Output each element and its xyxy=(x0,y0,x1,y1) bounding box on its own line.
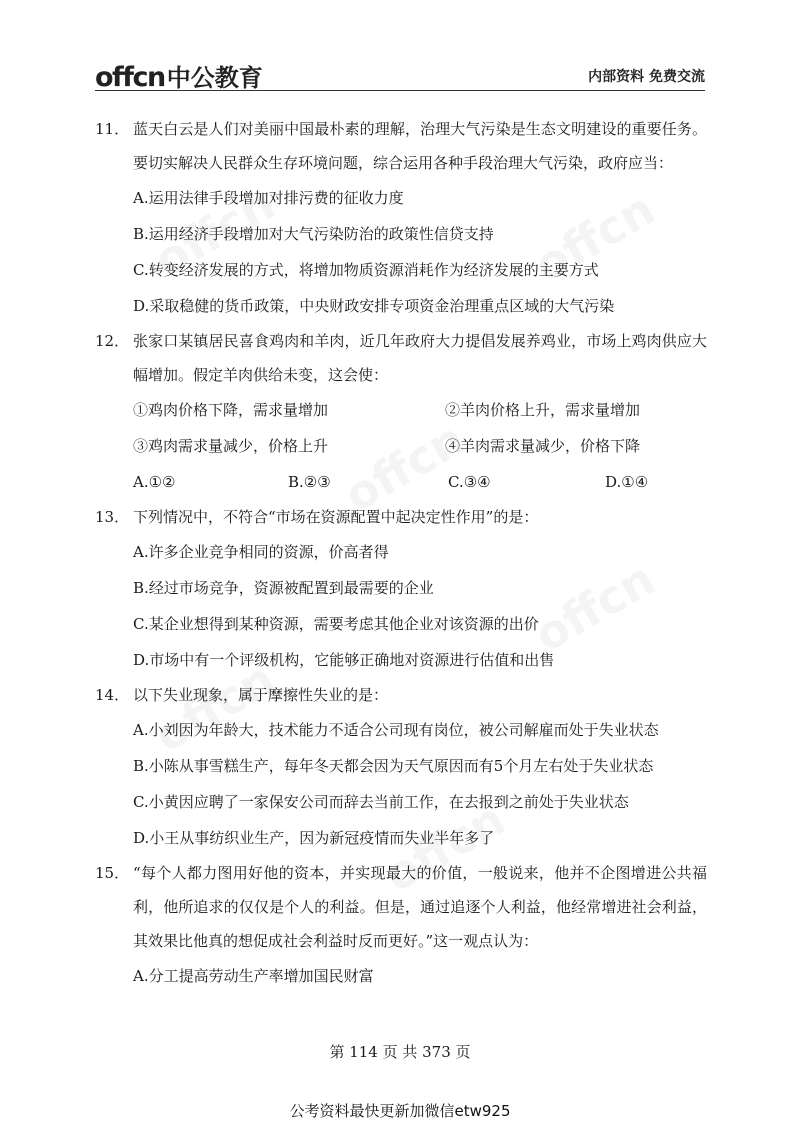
question-number: 14． xyxy=(95,686,130,704)
statement-4: ④羊肉需求量减少，价格下降 xyxy=(445,437,641,455)
question-15 xyxy=(95,856,707,994)
option-c: C.转变经济发展的方式，将增加物质资源消耗作为经济发展的主要方式 xyxy=(133,261,599,279)
option-c: C.某企业想得到某种资源，需要考虑其他企业对该资源的出价 xyxy=(133,615,539,633)
page-footer: 第 114 页 共 373 页 xyxy=(329,1043,471,1061)
option-a: A.分工提高劳动生产率增加国民财富 xyxy=(133,967,374,985)
option-d: D.市场中有一个评级机构，它能够正确地对资源进行估值和出售 xyxy=(133,651,555,669)
question-13 xyxy=(95,500,707,678)
choice-row xyxy=(133,464,707,500)
option-d: D.采取稳健的货币政策，中央财政安排专项资金治理重点区域的大气污染 xyxy=(133,297,615,315)
option-a: A.许多企业竞争相同的资源，价高者得 xyxy=(133,543,389,561)
logo-cn: 中公教育 xyxy=(166,64,263,92)
option-a: A.运用法律手段增加对排污费的征收力度 xyxy=(133,189,404,207)
question-list xyxy=(95,112,707,994)
option-c: C.小黄因应聘了一家保安公司而辞去当前工作，在去报到之前处于失业状态 xyxy=(133,793,629,811)
question-number: 15． xyxy=(95,864,130,882)
choice-c: C.③④ xyxy=(448,473,491,491)
statement-3: ③鸡肉需求量减少，价格上升 xyxy=(133,437,329,455)
bottom-note: 公考资料最快更新加微信etw925 xyxy=(289,1102,511,1120)
option-b: B.经过市场竞争，资源被配置到最需要的企业 xyxy=(133,579,434,597)
option-a: A.小刘因为年龄大，技术能力不适合公司现有岗位，被公司解雇而处于失业状态 xyxy=(133,721,659,739)
logo-en: offcn xyxy=(95,62,165,93)
question-12 xyxy=(95,324,707,500)
offcn-logo xyxy=(95,58,263,93)
question-14 xyxy=(95,678,707,856)
question-number: 11． xyxy=(95,120,130,138)
option-b: B.运用经济手段增加对大气污染防治的政策性信贷支持 xyxy=(133,225,494,243)
question-stem: 以下失业现象，属于摩擦性失业的是： xyxy=(133,686,389,704)
option-b: B.小陈从事雪糕生产，每年冬天都会因为天气原因而有5个月左右处于失业状态 xyxy=(133,757,654,775)
question-stem: “每个人都力图用好他的资本，并实现最大的价值，一般说来，他并不企图增进公共福利，他所追求的仅仅是个人的利益。但是，通过追逐个人利益，他经常增进社会利益，其效果比他真的想促成社会利益时反而更好。”这一观点认为： xyxy=(133,864,707,950)
choice-d: D.①④ xyxy=(605,473,649,491)
question-stem: 张家口某镇居民喜食鸡肉和羊肉，近几年政府大力提倡发展养鸡业，市场上鸡肉供应大幅增加。假定羊肉供给未变，这会使： xyxy=(133,332,707,384)
question-stem: 蓝天白云是人们对美丽中国最朴素的理解，治理大气污染是生态文明建设的重要任务。要切实解决人民群众生存环境问题，综合运用各种手段治理大气污染，政府应当： xyxy=(133,120,707,172)
question-11 xyxy=(95,112,707,324)
statement-1: ①鸡肉价格下降，需求量增加 xyxy=(133,401,329,419)
page-header xyxy=(95,58,705,91)
statement-grid xyxy=(133,392,707,464)
question-number: 13． xyxy=(95,508,130,526)
choice-a: A.①② xyxy=(133,473,176,491)
question-number: 12． xyxy=(95,332,130,350)
choice-b: B.②③ xyxy=(288,473,331,491)
question-stem: 下列情况中，不符合“市场在资源配置中起决定性作用”的是： xyxy=(133,508,539,526)
option-d: D.小王从事纺织业生产，因为新冠疫情而失业半年多了 xyxy=(133,829,495,847)
header-right-text: 内部资料 免费交流 xyxy=(588,69,705,85)
statement-2: ②羊肉价格上升，需求量增加 xyxy=(445,401,641,419)
